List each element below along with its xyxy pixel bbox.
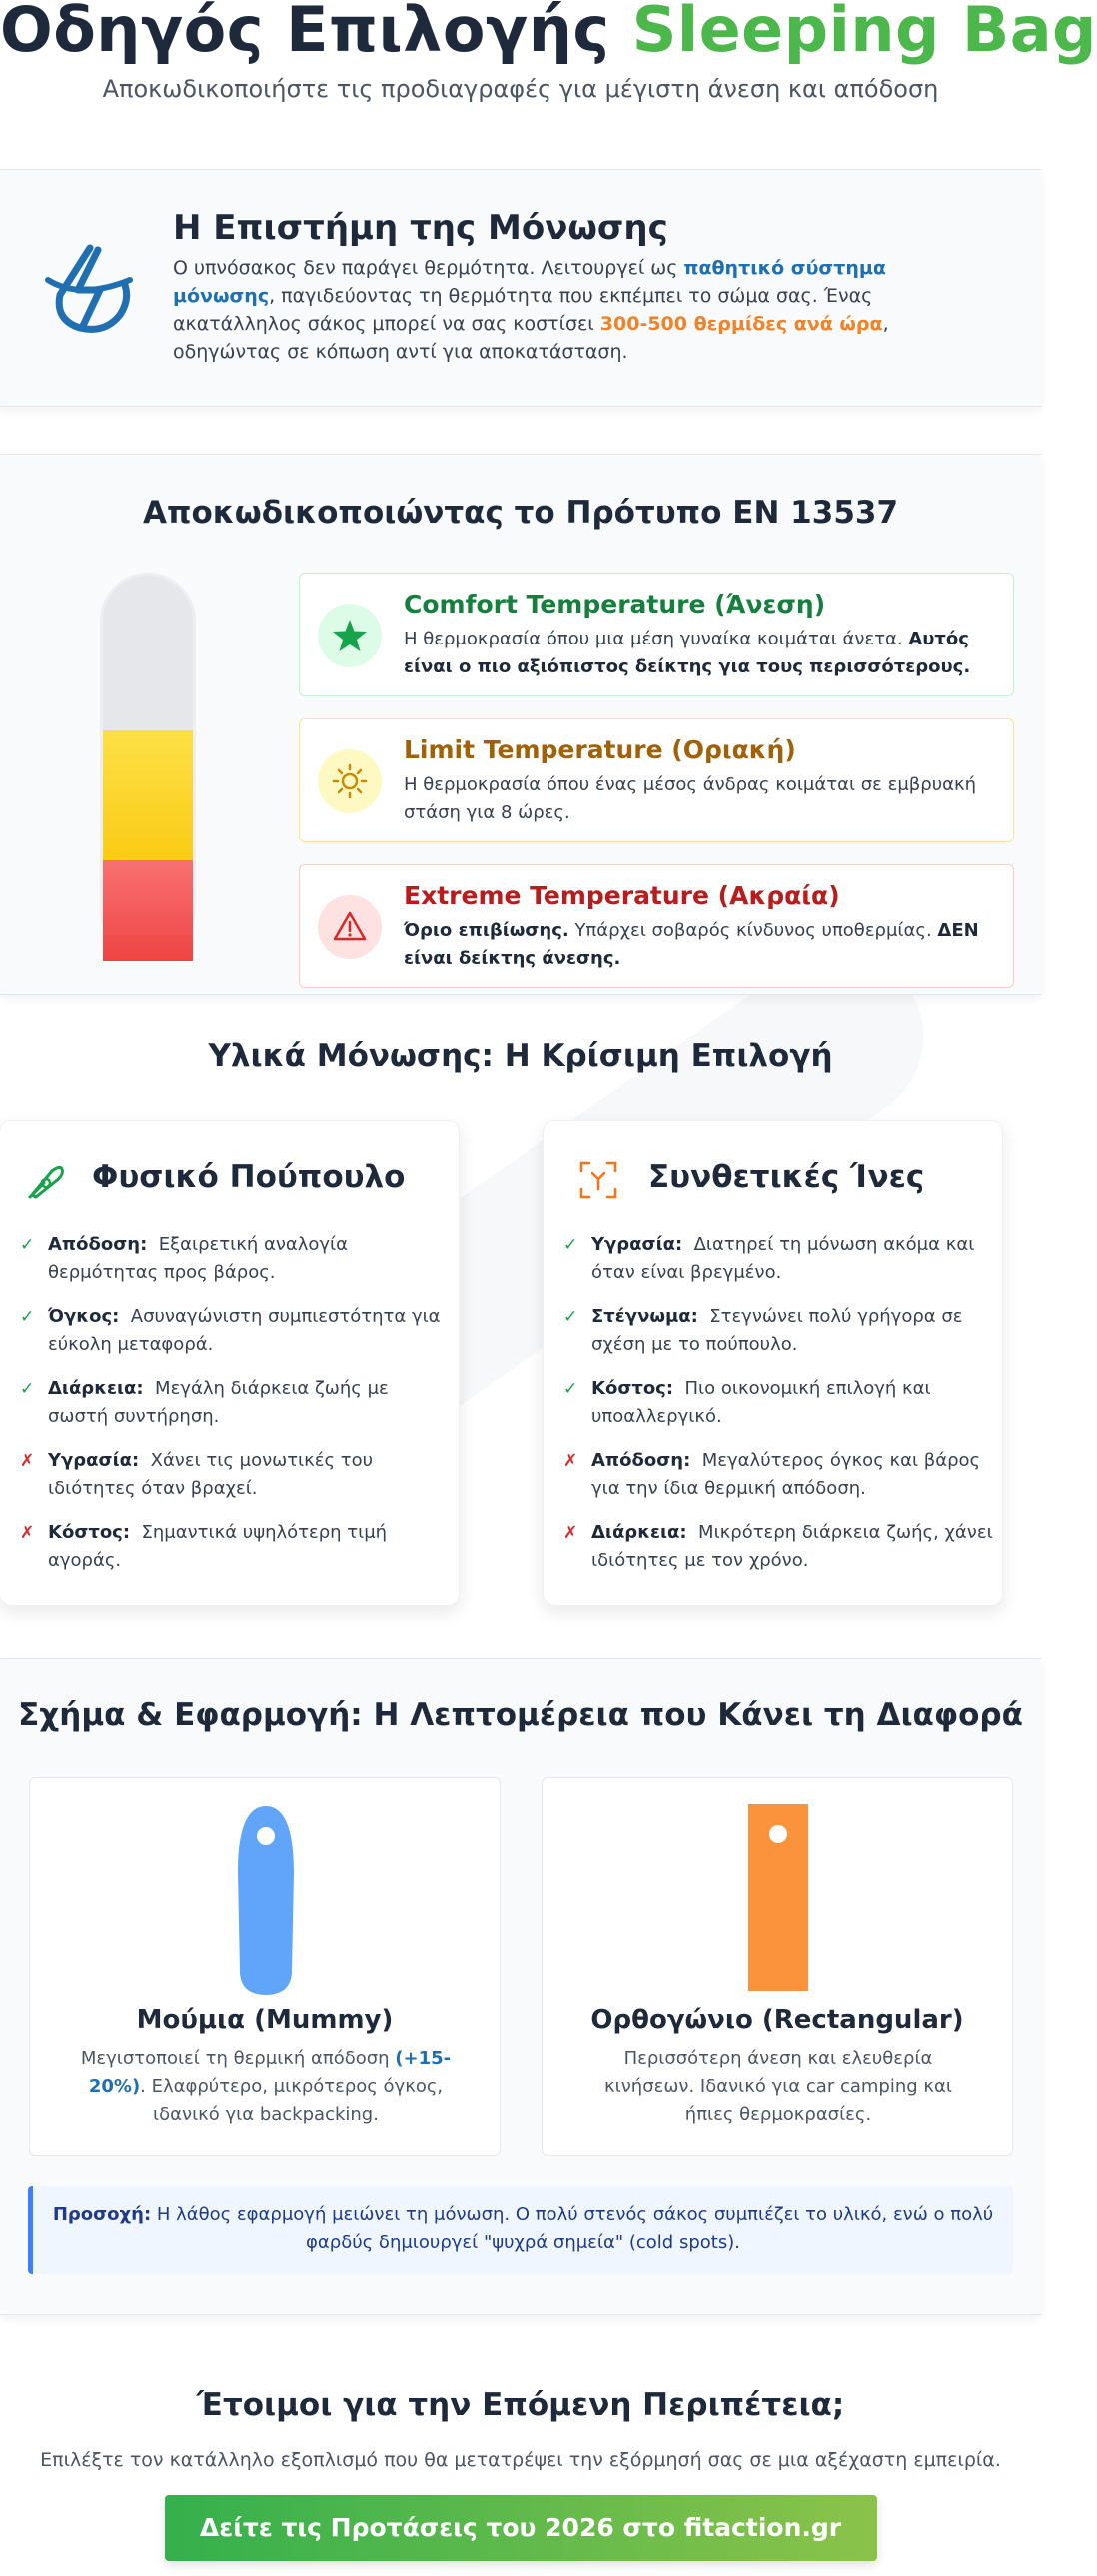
rectangular-bag-illustration (748, 1804, 808, 1993)
extreme-title: Extreme Temperature (Ακραία) (404, 881, 840, 910)
check-icon: ✓ (563, 1379, 578, 1399)
rectangular-description: Περισσότερη άνεση και ελευθερία κινήσεων. Ιδανικό για car camping και ήπιες θερμοκρασίες. (604, 2048, 952, 2125)
star-icon (318, 604, 382, 667)
thermometer-graphic (100, 573, 196, 958)
sun-icon (318, 749, 382, 813)
list-item: ✓ Υγρασία: Διατηρεί τη μόνωση ακόμα και όταν είναι βρεγμένο. (563, 1231, 993, 1287)
fit-warning-note: Προσοχή: Η λάθος εφαρμογή μειώνει τη μόνωση. Ο πολύ στενός σάκος συμπιέζει το υλικό, ενώ ο πολύ φαρδύς δημιουργεί "ψυχρά σημεία" (cold spots). (28, 2186, 1013, 2274)
limit-temperature-card (299, 718, 1014, 842)
limit-description: Η θερμοκρασία όπου ένας μέσος άνδρας κοιμάται σε εμβρυακή στάση για 8 ώρες. (404, 774, 977, 823)
hero-header (0, 0, 1097, 167)
comfort-title: Comfort Temperature (Άνεση) (404, 590, 826, 619)
title-main: Οδηγός Επιλογής (0, 0, 610, 66)
shape-title: Σχήμα & Εφαρμογή: Η Λεπτομέρεια που Κάνει τη Διαφορά (18, 1697, 1023, 1733)
title-accent: Sleeping Bag (631, 0, 1097, 66)
insulation-science-section (0, 169, 1041, 407)
synthetic-title: Συνθετικές Ίνες (648, 1159, 925, 1195)
mummy-name: Μούμια (Mummy) (136, 2005, 394, 2035)
feather-icon (22, 1157, 68, 1203)
mummy-description: Μεγιστοποιεί τη θερμική απόδοση (+15-20%). Ελαφρύτερο, μικρότερος όγκος, ιδανικό για backpacking. (80, 2048, 452, 2125)
en13537-title: Αποκωδικοποιώντας το Πρότυπο EN 13537 (142, 495, 899, 531)
rectangular-name: Ορθογώνιο (Rectangular) (590, 2005, 964, 2035)
cta-title: Έτοιμοι για την Επόμενη Περιπέτεια; (196, 2387, 845, 2423)
thermometer-extreme-zone (103, 860, 193, 961)
synthetic-card (543, 1120, 1003, 1606)
page-subtitle: Αποκωδικοποιήστε τις προδιαγραφές για μέγιστη άνεση και απόδοση (102, 75, 939, 103)
list-item: ✗ Διάρκεια: Μικρότερη διάρκεια ζωής, χάνει ιδιότητες με τον χρόνο. (563, 1519, 993, 1575)
check-icon: ✓ (563, 1235, 578, 1255)
mummy-bag-illustration (226, 1802, 306, 2001)
down-title: Φυσικό Πούπουλο (92, 1159, 406, 1195)
list-item: ✓ Στέγνωμα: Στεγνώνει πολύ γρήγορα σε σχέση με το πούπουλο. (563, 1303, 993, 1359)
shape-fit-section (0, 1658, 1041, 2315)
comfort-temperature-card (299, 573, 1014, 696)
list-item: ✓ Όγκος: Ασυναγώνιστη συμπιεστότητα για εύκολη μεταφορά. (20, 1303, 450, 1359)
list-item: ✗ Υγρασία: Χάνει τις μονωτικές του ιδιότητες όταν βραχεί. (20, 1447, 450, 1503)
list-item: ✗ Απόδοση: Μεγαλύτερος όγκος και βάρος για την ίδια θερμική απόδοση. (563, 1447, 993, 1503)
limit-title: Limit Temperature (Οριακή) (404, 735, 796, 764)
cross-icon: ✗ (563, 1523, 578, 1543)
cta-section (0, 2387, 1041, 2561)
cross-icon: ✗ (20, 1451, 35, 1471)
check-icon: ✓ (563, 1307, 578, 1327)
warning-icon (318, 895, 382, 959)
cta-subtitle: Επιλέξτε τον κατάλληλο εξοπλισμό που θα μετατρέψει την εξόρμησή σας σε μια αξέχαστη εμπειρία. (40, 2449, 1001, 2471)
science-title: Η Επιστήμη της Μόνωσης (173, 208, 668, 248)
mummy-card (29, 1777, 501, 2156)
list-item: ✗ Κόστος: Σημαντικά υψηλότερη τιμή αγοράς. (20, 1519, 450, 1575)
list-item: ✓ Απόδοση: Εξαιρετική αναλογία θερμότητας προς βάρος. (20, 1231, 450, 1287)
comfort-description: Η θερμοκρασία όπου μια μέση γυναίκα κοιμάται άνετα. Αυτός είναι ο πιο αξιόπιστος δείκτης για τους περισσότερους. (404, 629, 971, 677)
cta-button[interactable]: Δείτε τις Προτάσεις του 2026 στο fitaction.gr (165, 2495, 877, 2561)
down-list (20, 1231, 450, 1591)
compress-icon (575, 1157, 621, 1203)
check-icon: ✓ (20, 1235, 35, 1255)
cross-icon: ✗ (563, 1451, 578, 1471)
check-icon: ✓ (20, 1307, 35, 1327)
down-card (0, 1120, 460, 1606)
page-title (0, 0, 1097, 66)
materials-title: Υλικά Μόνωσης: Η Κρίσιμη Επιλογή (208, 1038, 833, 1074)
en13537-section (0, 454, 1041, 995)
list-item: ✓ Κόστος: Πιο οικονομική επιλογή και υποαλλεργικό. (563, 1375, 993, 1431)
extreme-description: Όριο επιβίωσης. Υπάρχει σοβαρός κίνδυνος υποθερμίας. ΔΕΝ είναι δείκτης άνεσης. (404, 920, 979, 969)
science-text: Ο υπνόσακος δεν παράγει θερμότητα. Λειτουργεί ως παθητικό σύστημα μόνωσης, παγιδεύοντας τη θερμότητα που εκπέμπει το σώμα σας. Ένας ακατάλληλος σάκος μπορεί να σας κοστίσει 300-500 θερμίδες ανά ώρα, οδηγώντας σε κόπωση αντί για αποκατάσταση. (173, 257, 889, 363)
thermometer-limit-zone (103, 730, 193, 860)
list-item: ✓ Διάρκεια: Μεγάλη διάρκεια ζωής με σωστή συντήρηση. (20, 1375, 450, 1431)
extreme-temperature-card (299, 864, 1014, 988)
lightning-drop-icon (40, 240, 140, 340)
rectangular-card (542, 1777, 1013, 2156)
check-icon: ✓ (20, 1379, 35, 1399)
synthetic-list (563, 1231, 993, 1591)
cross-icon: ✗ (20, 1523, 35, 1543)
